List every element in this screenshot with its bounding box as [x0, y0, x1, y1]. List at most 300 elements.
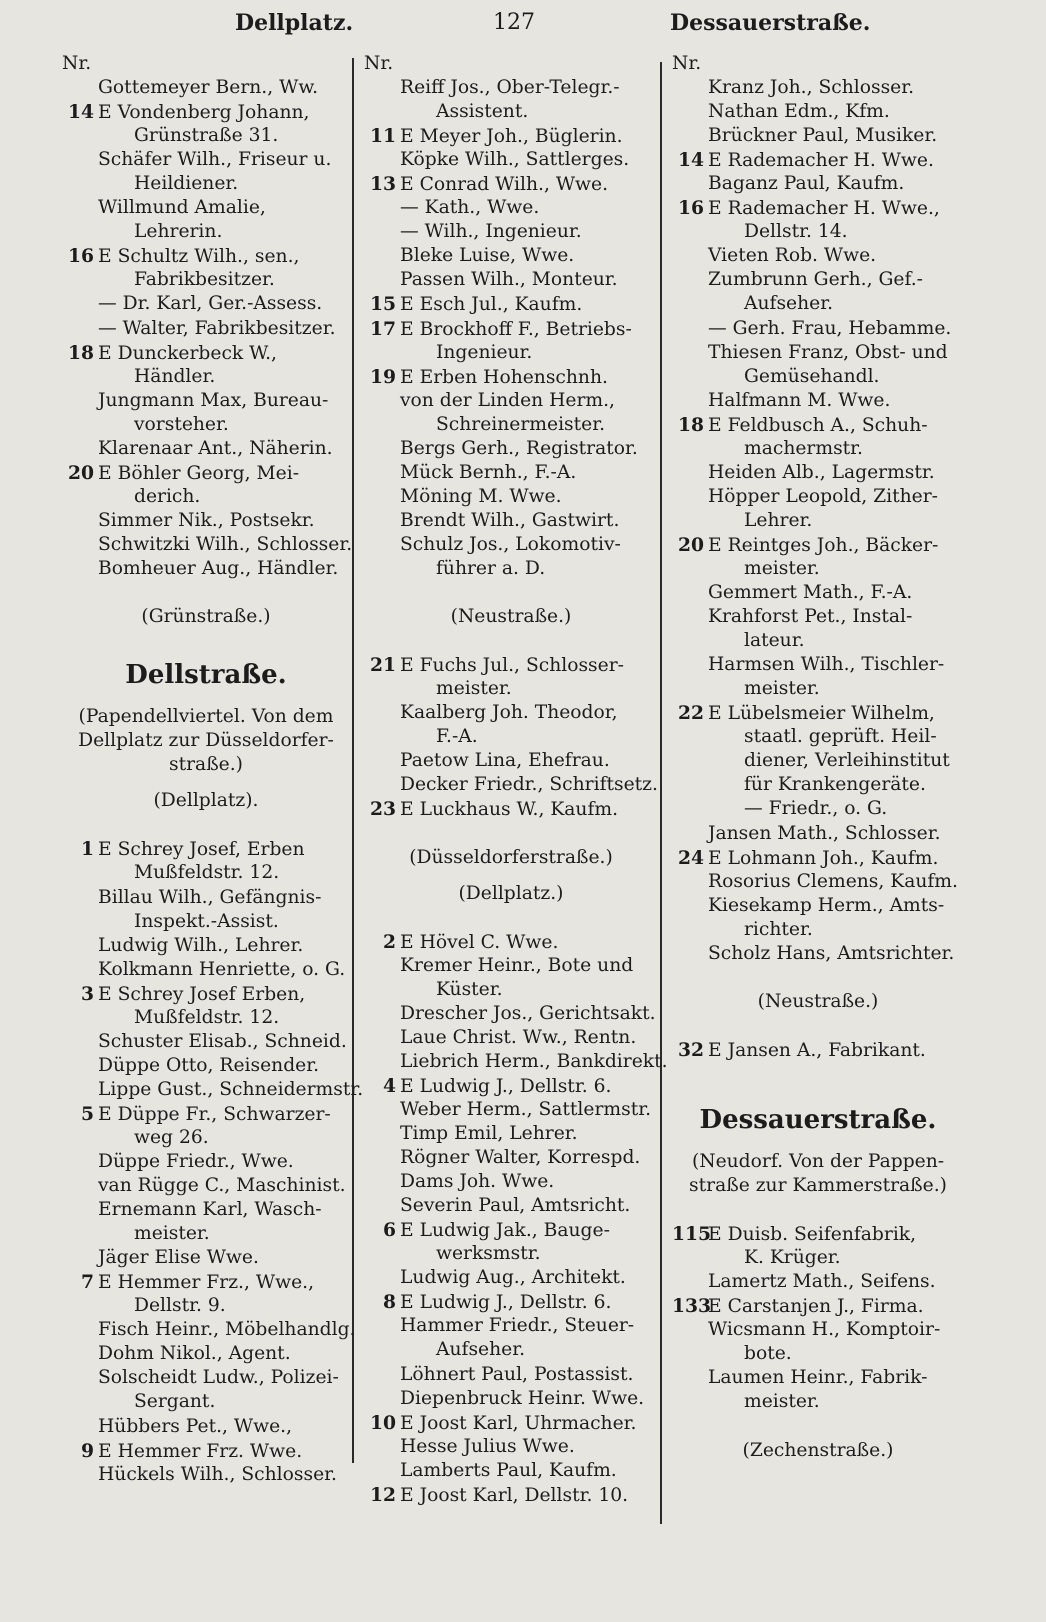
directory-entry — [672, 317, 964, 341]
entry-text: E Lohmann Joh., Kaufm. — [708, 847, 939, 869]
directory-entry — [364, 100, 658, 124]
house-number: 16 — [67, 245, 94, 268]
entry-text: Reiff Jos., Ober-Telegr.- — [400, 77, 620, 99]
directory-entry — [672, 701, 964, 725]
entry-text: Kremer Heinr., Bote und — [400, 954, 634, 976]
entry-text: Möning M. Wwe. — [400, 485, 562, 507]
entry-text: Zumbrunn Gerh., Gef.- — [708, 269, 923, 291]
entry-text: E Brockhoff F., Betriebs- — [400, 318, 632, 340]
entry-text: Köpke Wilh., Sattlerges. — [400, 149, 630, 171]
entry-text: Ludwig Wilh., Lehrer. — [98, 934, 304, 956]
house-number: 133 — [672, 1295, 712, 1318]
directory-entry — [364, 773, 658, 797]
entry-text: meister. — [134, 1223, 210, 1245]
directory-entry — [62, 292, 350, 316]
directory-entry — [364, 124, 658, 148]
directory-entry — [62, 1174, 350, 1198]
directory-entry — [672, 581, 964, 605]
entry-text: E Meyer Joh., Büglerin. — [400, 126, 623, 148]
directory-entry — [364, 148, 658, 172]
directory-entry — [62, 1390, 350, 1414]
street-description: (Neudorf. Von der Pappen- — [691, 1151, 945, 1173]
entry-text: Bergs Gerh., Registrator. — [400, 437, 638, 459]
directory-entry — [672, 76, 964, 100]
entry-text: Jungmann Max, Bureau- — [98, 389, 329, 411]
directory-entry — [62, 1415, 350, 1439]
directory-entry — [62, 1342, 350, 1366]
directory-entry — [364, 1290, 658, 1314]
entry-text: Decker Friedr., Schriftsetz. — [400, 774, 658, 796]
house-number: 22 — [677, 702, 704, 725]
house-number: 14 — [67, 101, 94, 124]
directory-entry — [364, 701, 658, 725]
house-number: 8 — [382, 1291, 396, 1314]
directory-entry — [364, 930, 658, 954]
entry-text: Hammer Friedr., Steuer- — [400, 1315, 635, 1337]
entry-text: Scholz Hans, Amtsrichter. — [708, 942, 955, 964]
entry-text: Ernemann Karl, Wasch- — [98, 1199, 322, 1221]
entry-text: Liebrich Herm., Bankdirekt. — [400, 1050, 668, 1072]
directory-entry — [364, 413, 658, 437]
entry-text: E Hemmer Frz. Wwe. — [98, 1440, 303, 1462]
entry-text: E Rademacher H. Wwe. — [708, 150, 934, 172]
entry-text: Severin Paul, Amtsricht. — [400, 1195, 631, 1217]
spacer — [364, 906, 658, 930]
column-3 — [672, 52, 964, 1463]
entry-text: Kaalberg Joh. Theodor, — [400, 702, 618, 724]
directory-entry — [364, 1002, 658, 1026]
entry-text: — Dr. Karl, Ger.-Assess. — [98, 293, 323, 315]
directory-entry — [62, 1006, 350, 1030]
entry-text: Rosorius Clemens, Kaufm. — [708, 870, 958, 892]
entry-text: Schäfer Wilh., Friseur u. — [98, 149, 332, 171]
entry-text: Schreinermeister. — [436, 413, 606, 435]
directory-entry — [364, 1218, 658, 1242]
directory-entry — [364, 172, 658, 196]
entry-text: Mück Bernh., F.-A. — [400, 461, 577, 483]
cross-street: (Dellplatz). — [153, 790, 259, 812]
cross-street: (Neustraße.) — [757, 990, 879, 1012]
directory-entry — [62, 1463, 350, 1487]
entry-text: Düppe Otto, Reisender. — [98, 1054, 320, 1076]
entry-text: F.-A. — [436, 726, 478, 748]
nr-label: Nr. — [672, 53, 702, 74]
house-number: 2 — [382, 930, 396, 953]
directory-entry — [364, 533, 658, 557]
entry-text: E Schrey Josef, Erben — [98, 839, 305, 861]
directory-entry — [672, 509, 964, 533]
directory-entry — [62, 389, 350, 413]
entry-text: Fisch Heinr., Möbelhandlg. — [98, 1319, 356, 1341]
directory-entry — [364, 1074, 658, 1098]
entry-text: Passen Wilh., Monteur. — [400, 269, 618, 291]
directory-entry — [364, 437, 658, 461]
house-number: 115 — [672, 1223, 712, 1246]
house-number: 13 — [369, 173, 396, 196]
directory-entry — [364, 1098, 658, 1122]
directory-entry — [672, 533, 964, 557]
directory-entry — [672, 749, 964, 773]
spacer — [672, 1014, 964, 1038]
directory-entry — [364, 1435, 658, 1459]
directory-entry — [364, 317, 658, 341]
directory-entry — [672, 605, 964, 629]
directory-entry — [364, 954, 658, 978]
directory-entry — [672, 894, 964, 918]
directory-entry — [672, 341, 964, 365]
directory-entry — [62, 268, 350, 292]
directory-entry — [62, 886, 350, 910]
entry-text: Kiesekamp Herm., Amts- — [708, 894, 945, 916]
directory-entry — [62, 220, 350, 244]
entry-text: E Joost Karl, Dellstr. 10. — [400, 1484, 629, 1506]
directory-entry — [364, 268, 658, 292]
directory-entry — [364, 389, 658, 413]
directory-entry — [62, 1318, 356, 1342]
directory-entry — [364, 677, 658, 701]
entry-text: Weber Herm., Sattlermstr. — [400, 1099, 652, 1121]
entry-text: Wicsmann H., Komptoir- — [708, 1319, 941, 1341]
entry-text: Nathan Edm., Kfm. — [708, 101, 890, 123]
entry-text: E Vondenberg Johann, — [98, 102, 310, 124]
directory-entry — [62, 533, 353, 557]
directory-entry — [672, 1294, 964, 1318]
entry-text: Inspekt.-Assist. — [134, 910, 279, 932]
entry-text: E Reintges Joh., Bäcker- — [708, 534, 939, 556]
spacer — [672, 1086, 964, 1098]
entry-text: E Joost Karl, Uhrmacher. — [400, 1412, 637, 1434]
directory-entry — [672, 677, 964, 701]
entry-text: E Jansen A., Fabrikant. — [708, 1039, 926, 1061]
entry-text: Gottemeyer Bern., Ww. — [98, 77, 319, 99]
entry-text: Höpper Leopold, Zither- — [708, 485, 938, 507]
house-number: 11 — [369, 125, 396, 148]
entry-text: Fabrikbesitzer. — [134, 269, 275, 291]
directory-entry — [62, 861, 350, 885]
column-1 — [62, 52, 364, 1487]
directory-entry — [364, 1242, 658, 1266]
directory-entry — [364, 461, 658, 485]
entry-text: — Gerh. Frau, Hebamme. — [708, 317, 952, 339]
street-description: straße zur Kammerstraße.) — [689, 1175, 947, 1197]
directory-entry — [364, 1387, 658, 1411]
directory-entry — [672, 846, 964, 870]
directory-entry — [364, 749, 658, 773]
column-rule-1 — [352, 58, 354, 1463]
house-number: 17 — [369, 317, 396, 340]
directory-entry — [672, 172, 964, 196]
directory-entry — [672, 629, 964, 653]
directory-entry — [62, 1366, 350, 1390]
nr-label: Nr. — [364, 53, 394, 74]
cross-street: (Dellplatz.) — [458, 882, 564, 904]
directory-entry — [62, 910, 350, 934]
house-number: 3 — [80, 982, 94, 1005]
entry-text: Vieten Rob. Wwe. — [708, 245, 877, 267]
directory-entry — [364, 978, 658, 1002]
house-number: 15 — [369, 293, 396, 316]
directory-entry — [364, 1050, 668, 1074]
directory-entry — [364, 1483, 658, 1507]
spacer — [672, 966, 964, 990]
entry-text: Schwitzki Wilh., Schlosser. — [98, 533, 353, 555]
directory-entry — [364, 485, 658, 509]
column-rule-2 — [660, 62, 662, 1524]
entry-text: machermstr. — [744, 437, 863, 459]
directory-entry — [672, 485, 964, 509]
entry-text: weg 26. — [134, 1126, 209, 1148]
directory-entry — [62, 485, 350, 509]
entry-text: von der Linden Herm., — [400, 389, 615, 411]
directory-entry — [364, 1459, 658, 1483]
directory-entry — [364, 1194, 658, 1218]
entry-text: E Fuchs Jul., Schlosser- — [400, 655, 624, 677]
directory-entry — [672, 244, 964, 268]
entry-text: Düppe Friedr., Wwe. — [98, 1151, 294, 1173]
house-number: 4 — [382, 1074, 396, 1097]
entry-text: E Dunckerbeck W., — [98, 342, 277, 364]
entry-text: Lamertz Math., Seifens. — [708, 1271, 936, 1293]
entry-text: E Esch Jul., Kaufm. — [400, 294, 583, 316]
directory-entry — [672, 653, 964, 677]
entry-text: Jansen Math., Schlosser. — [708, 822, 941, 844]
cross-street: (Neustraße.) — [450, 606, 572, 628]
entry-text: E Ludwig J., Dellstr. 6. — [400, 1292, 612, 1314]
directory-entry — [672, 870, 964, 894]
directory-entry — [62, 1078, 364, 1102]
entry-text: Hückels Wilh., Schlosser. — [98, 1463, 337, 1485]
house-number: 24 — [677, 846, 704, 869]
house-number: 6 — [382, 1219, 396, 1242]
directory-entry — [62, 1294, 350, 1318]
directory-entry — [672, 389, 964, 413]
house-number: 16 — [677, 197, 704, 220]
directory-entry — [672, 292, 964, 316]
entry-text: Dams Joh. Wwe. — [400, 1171, 555, 1193]
entry-text: Schuster Elisab., Schneid. — [98, 1030, 347, 1052]
directory-entry — [672, 942, 964, 966]
spacer — [672, 1415, 964, 1439]
directory-entry — [62, 1270, 350, 1294]
entry-text: Lehrer. — [744, 509, 813, 531]
entry-text: Händler. — [134, 365, 216, 387]
street-description: straße.) — [169, 754, 243, 776]
directory-entry — [364, 1170, 658, 1194]
house-number: 20 — [677, 533, 704, 556]
directory-entry — [672, 413, 964, 437]
spacer — [364, 629, 658, 653]
entry-text: — Wilh., Ingenieur. — [400, 221, 582, 243]
entry-text: Assistent. — [436, 101, 529, 123]
entry-text: Billau Wilh., Gefängnis- — [98, 886, 322, 908]
page-header — [60, 4, 1026, 40]
street-title: Dellstraße. — [125, 660, 287, 691]
house-number: 1 — [80, 838, 94, 861]
entry-text: E Feldbusch A., Schuh- — [708, 414, 928, 436]
spacer — [62, 581, 350, 605]
directory-entry — [62, 437, 350, 461]
spacer — [364, 870, 658, 882]
directory-entry — [62, 365, 350, 389]
directory-entry — [62, 413, 350, 437]
directory-entry — [364, 1146, 658, 1170]
directory-entry — [62, 509, 350, 533]
directory-entry — [672, 220, 964, 244]
directory-entry — [364, 509, 658, 533]
directory-entry — [62, 1150, 350, 1174]
entry-text: E Conrad Wilh., Wwe. — [400, 174, 609, 196]
entry-text: Gemmert Math., F.-A. — [708, 582, 913, 604]
house-number: 5 — [80, 1102, 94, 1125]
house-number: 10 — [369, 1411, 396, 1434]
entry-text: Klarenaar Ant., Näherin. — [98, 437, 333, 459]
entry-text: Krahforst Pet., Instal- — [708, 606, 913, 628]
entry-text: Grünstraße 31. — [134, 125, 279, 147]
directory-entry — [62, 100, 350, 124]
directory-entry — [672, 124, 964, 148]
entry-text: Dellstr. 9. — [134, 1295, 226, 1317]
entry-text: staatl. geprüft. Heil- — [744, 726, 937, 748]
entry-text: Ludwig Aug., Architekt. — [400, 1267, 626, 1289]
directory-entry — [672, 437, 964, 461]
entry-text: — Kath., Wwe. — [400, 197, 540, 219]
entry-text: E Luckhaus W., Kaufm. — [400, 799, 619, 821]
directory-entry — [62, 934, 350, 958]
directory-entry — [672, 148, 964, 172]
directory-entry — [364, 1411, 658, 1435]
entry-text: meister. — [744, 678, 820, 700]
directory-entry — [62, 1126, 350, 1150]
entry-text: Ingenieur. — [436, 341, 533, 363]
entry-text: Küster. — [436, 978, 503, 1000]
directory-entry — [364, 196, 658, 220]
entry-text: Aufseher. — [744, 293, 834, 315]
directory-entry — [672, 1038, 964, 1062]
directory-entry — [672, 797, 964, 821]
directory-entry — [672, 557, 964, 581]
directory-entry — [364, 1314, 658, 1338]
directory-entry — [62, 1198, 350, 1222]
entry-text: E Böhler Georg, Mei- — [98, 462, 300, 484]
directory-entry — [62, 172, 350, 196]
entry-text: Harmsen Wilh., Tischler- — [708, 654, 945, 676]
entry-text: Heildiener. — [134, 173, 239, 195]
entry-text: E Hövel C. Wwe. — [400, 931, 559, 953]
directory-entry — [62, 244, 350, 268]
entry-text: meister. — [744, 557, 820, 579]
directory-entry — [672, 461, 964, 485]
entry-text: — Walter, Fabrikbesitzer. — [98, 317, 336, 339]
entry-text: E Duisb. Seifenfabrik, — [708, 1224, 917, 1246]
entry-text: lateur. — [744, 630, 805, 652]
directory-entry — [672, 268, 964, 292]
directory-entry — [364, 220, 658, 244]
entry-text: Kranz Joh., Schlosser. — [708, 77, 915, 99]
entry-text: Löhnert Paul, Postassist. — [400, 1363, 634, 1385]
directory-entry — [62, 958, 350, 982]
entry-text: Drescher Jos., Gerichtsakt. — [400, 1002, 656, 1024]
directory-entry — [62, 341, 350, 365]
directory-entry — [62, 1439, 350, 1463]
cross-street: (Düsseldorferstraße.) — [409, 846, 613, 868]
directory-entry — [672, 918, 964, 942]
directory-entry — [364, 244, 658, 268]
directory-entry — [672, 365, 964, 389]
directory-entry — [62, 124, 350, 148]
directory-entry — [62, 837, 350, 861]
directory-entry — [364, 653, 658, 677]
house-number: 9 — [80, 1439, 94, 1462]
entry-text: Diepenbruck Heinr. Wwe. — [400, 1387, 645, 1409]
entry-text: derich. — [134, 485, 201, 507]
entry-text: — Friedr., o. G. — [744, 798, 888, 820]
spacer — [62, 693, 350, 705]
house-number: 23 — [369, 798, 396, 821]
street-title: Dessauerstraße. — [699, 1105, 937, 1136]
entry-text: Rögner Walter, Korrespd. — [400, 1147, 641, 1169]
entry-text: K. Krüger. — [744, 1247, 841, 1269]
house-number: 18 — [677, 413, 704, 436]
entry-text: E Schrey Josef Erben, — [98, 983, 306, 1005]
entry-text: E Carstanjen J., Firma. — [708, 1296, 924, 1318]
entry-text: E Lübelsmeier Wilhelm, — [708, 703, 935, 725]
entry-text: E Düppe Fr., Schwarzer- — [98, 1103, 331, 1125]
entry-text: führer a. D. — [436, 557, 546, 579]
house-number: 7 — [80, 1271, 94, 1294]
entry-text: richter. — [744, 918, 813, 940]
entry-text: Thiesen Franz, Obst- und — [708, 341, 948, 363]
directory-entry — [672, 773, 964, 797]
entry-text: Dellstr. 14. — [744, 221, 848, 243]
entry-text: Gemüsehandl. — [744, 365, 880, 387]
entry-text: Bleke Luise, Wwe. — [400, 245, 575, 267]
directory-entry — [62, 1030, 350, 1054]
directory-entry — [364, 1026, 658, 1050]
entry-text: Lamberts Paul, Kaufm. — [400, 1459, 617, 1481]
cross-street: (Grünstraße.) — [141, 606, 271, 628]
entry-text: meister. — [744, 1391, 820, 1413]
house-number: 32 — [677, 1038, 704, 1061]
directory-entry — [672, 100, 964, 124]
house-number: 21 — [369, 654, 396, 677]
directory-entry — [364, 341, 658, 365]
entry-text: Aufseher. — [436, 1339, 526, 1361]
directory-entry — [364, 1363, 658, 1387]
spacer — [364, 822, 658, 846]
entry-text: Brückner Paul, Musiker. — [708, 125, 938, 147]
entry-text: diener, Verleihinstitut — [744, 750, 950, 772]
directory-entry — [672, 1342, 964, 1366]
entry-text: Heiden Alb., Lagermstr. — [708, 461, 935, 483]
column-2 — [364, 52, 668, 1507]
entry-text: van Rügge C., Maschinist. — [98, 1175, 346, 1197]
directory-entry — [364, 1266, 658, 1290]
spacer — [672, 1138, 964, 1150]
directory-entry — [364, 365, 658, 389]
entry-text: Brendt Wilh., Gastwirt. — [400, 509, 620, 531]
spacer — [672, 1198, 964, 1222]
nr-label: Nr. — [62, 53, 92, 74]
entry-text: Hübbers Pet., Wwe., — [98, 1415, 293, 1437]
spacer — [62, 813, 350, 837]
directory-entry — [364, 1122, 658, 1146]
entry-text: werksmstr. — [436, 1243, 541, 1265]
entry-text: für Krankengeräte. — [744, 774, 926, 796]
directory-entry — [672, 1318, 964, 1342]
entry-text: Dohm Nikol., Agent. — [98, 1343, 291, 1365]
entry-text: meister. — [436, 678, 512, 700]
house-number: 12 — [369, 1483, 396, 1506]
